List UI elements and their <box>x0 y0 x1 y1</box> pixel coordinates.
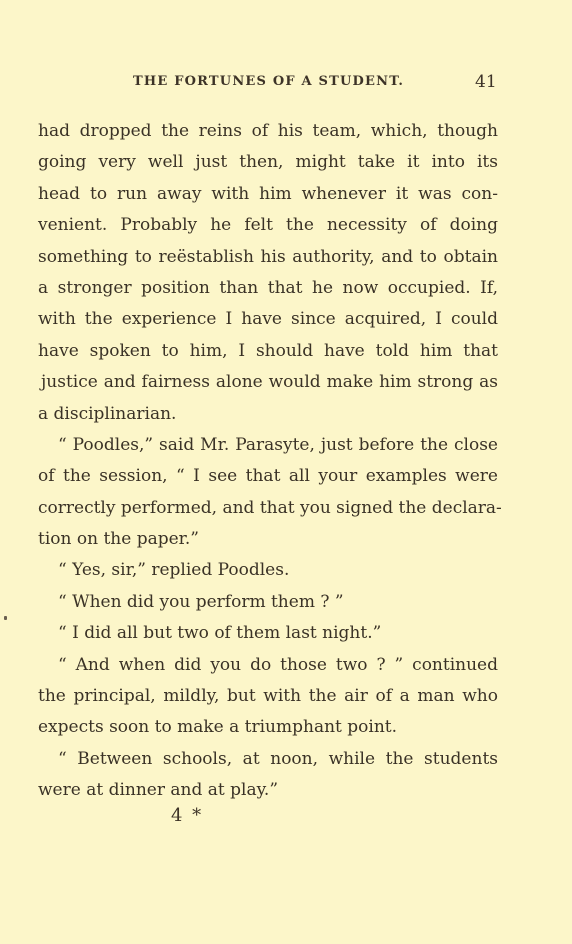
text-line: “ Between schools, at noon, while the students <box>58 748 498 769</box>
text-line: head to run away with him whenever it was con- <box>38 183 498 204</box>
text-line: venient. Probably he felt the necessity of doing <box>38 215 498 236</box>
body-text <box>38 116 502 807</box>
text-line: with the experience I have since acquired, I could <box>38 309 498 330</box>
text-line: tion on the paper.” <box>38 529 200 550</box>
text-line: of the session, “ I see that all your examples were <box>38 466 498 487</box>
text-line: a disciplinarian. <box>38 403 177 424</box>
running-title: THE FORTUNES OF A STUDENT. <box>133 74 405 89</box>
text-line: the principal, mildly, but with the air of a man who <box>38 686 498 707</box>
text-line: something to reëstablish his authority, and to obtain <box>38 246 498 267</box>
text-line: “ Yes, sir,” replied Poodles. <box>58 560 290 581</box>
text-line: were at dinner and at play.” <box>38 780 279 801</box>
signature-mark: 4 * <box>171 805 204 826</box>
text-line: “ I did all but two of them last night.” <box>58 623 382 644</box>
text-line: “ Poodles,” said Mr. Parasyte, just before the close <box>58 434 498 455</box>
text-line: have spoken to him, I should have told him that <box>38 340 498 361</box>
page-number: 41 <box>475 72 497 92</box>
text-line: correctly performed, and that you signed the declara- <box>38 497 502 518</box>
margin-speck <box>4 616 7 620</box>
text-line: expects soon to make a triumphant point. <box>38 717 398 738</box>
running-head <box>0 72 572 96</box>
text-line: “ When did you perform them ? ” <box>58 591 344 612</box>
text-line: had dropped the reins of his team, which, though <box>38 121 498 141</box>
text-line: going very well just then, might take it into its <box>38 152 498 173</box>
text-line: justice and fairness alone would make him strong as <box>41 372 498 393</box>
text-line: a stronger position than that he now occupied. If, <box>38 277 498 298</box>
text-line: “ And when did you do those two ? ” continued <box>58 654 498 675</box>
